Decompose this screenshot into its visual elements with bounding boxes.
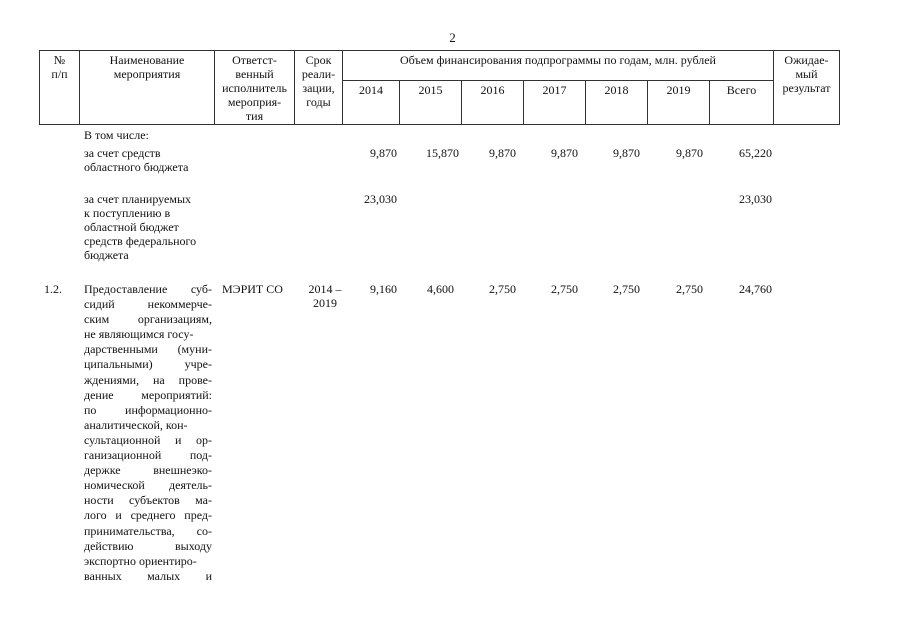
item-2014: 9,160 xyxy=(370,282,397,296)
item-name-line: экспортно ориентиро- xyxy=(84,553,197,568)
item-name-line: сидий некоммерче- xyxy=(84,297,212,312)
federal-2014: 23,030 xyxy=(364,192,397,206)
item-2017: 2,750 xyxy=(551,282,578,296)
regional-2017: 9,870 xyxy=(551,146,578,160)
header-year-total: Всего xyxy=(710,81,774,125)
header-table xyxy=(39,50,840,125)
page-number: 2 xyxy=(449,30,456,45)
item-term-line: 2014 – xyxy=(308,282,342,296)
regional-2016: 9,870 xyxy=(489,146,516,160)
federal-label-line: за счет планируемых xyxy=(84,192,192,206)
federal-label-line: средств федерального xyxy=(84,234,197,248)
item-name-line: номической деятель- xyxy=(84,478,212,493)
item-total: 24,760 xyxy=(739,282,772,296)
federal-total: 23,030 xyxy=(739,192,772,206)
header-year-2019: 2019 xyxy=(648,81,710,125)
item-name-line: не являющимся госу- xyxy=(84,327,194,342)
regional-2019: 9,870 xyxy=(676,146,703,160)
regional-label xyxy=(84,146,188,174)
item-term-line: 2019 xyxy=(313,296,337,310)
header-term: Срок реали- зации, годы xyxy=(295,51,343,125)
regional-2015: 15,870 xyxy=(426,146,459,160)
item-name-line: ждениями, на прове- xyxy=(84,372,212,387)
item-name-line: действию выходу xyxy=(84,538,212,553)
federal-label-line: областной бюджет xyxy=(84,220,179,234)
item-name-line: лого и среднего пред- xyxy=(84,508,212,523)
item-name-line: ности субъектов ма- xyxy=(84,493,212,508)
header-year-2016: 2016 xyxy=(462,81,524,125)
item-number: 1.2. xyxy=(44,282,62,296)
item-name-line: ским организациям, xyxy=(84,312,212,327)
regional-label-line: за счет средств xyxy=(84,146,161,160)
regional-2014: 9,870 xyxy=(370,146,397,160)
item-name-line: Предоставление суб- xyxy=(84,282,212,296)
federal-label xyxy=(84,192,196,262)
item-name-line: держке внешнеэко- xyxy=(84,463,212,478)
item-name-line: аналитической, кон- xyxy=(84,417,188,432)
federal-label-line: бюджета xyxy=(84,248,129,262)
regional-2018: 9,870 xyxy=(613,146,640,160)
header-name: Наименование мероприятия xyxy=(80,51,215,125)
item-name-line: ципальными) учре- xyxy=(84,357,212,372)
regional-label-line: областного бюджета xyxy=(84,160,189,174)
item-name-line: дение мероприятий: xyxy=(84,387,212,402)
item-2015: 4,600 xyxy=(427,282,454,296)
header-num: № п/п xyxy=(40,51,80,125)
item-responsible: МЭРИТ СО xyxy=(222,282,283,296)
federal-label-line: к поступлению в xyxy=(84,206,171,220)
header-year-2018: 2018 xyxy=(586,81,648,125)
header-year-2014: 2014 xyxy=(343,81,400,125)
header-year-2015: 2015 xyxy=(400,81,462,125)
item-name-line: дарственными (муни- xyxy=(84,342,212,357)
header-year-2017: 2017 xyxy=(524,81,586,125)
including-label: В том числе: xyxy=(84,128,149,142)
item-2016: 2,750 xyxy=(489,282,516,296)
header-result: Ожидае- мый результат xyxy=(774,51,840,125)
item-name-line: ванных малых и xyxy=(84,568,212,583)
regional-total: 65,220 xyxy=(739,146,772,160)
header-financing: Объем финансирования подпрограммы по годам, млн. рублей xyxy=(343,51,774,81)
item-name-line: сультационной и ор- xyxy=(84,432,212,447)
item-2018: 2,750 xyxy=(613,282,640,296)
item-name-line: принимательства, со- xyxy=(84,523,212,538)
item-name-line: по информационно- xyxy=(84,402,212,417)
header-responsible: Ответст- венный исполнитель мероприя- тия xyxy=(215,51,295,125)
item-name xyxy=(84,282,212,584)
item-2019: 2,750 xyxy=(676,282,703,296)
item-name-line: ганизационной под- xyxy=(84,448,212,463)
